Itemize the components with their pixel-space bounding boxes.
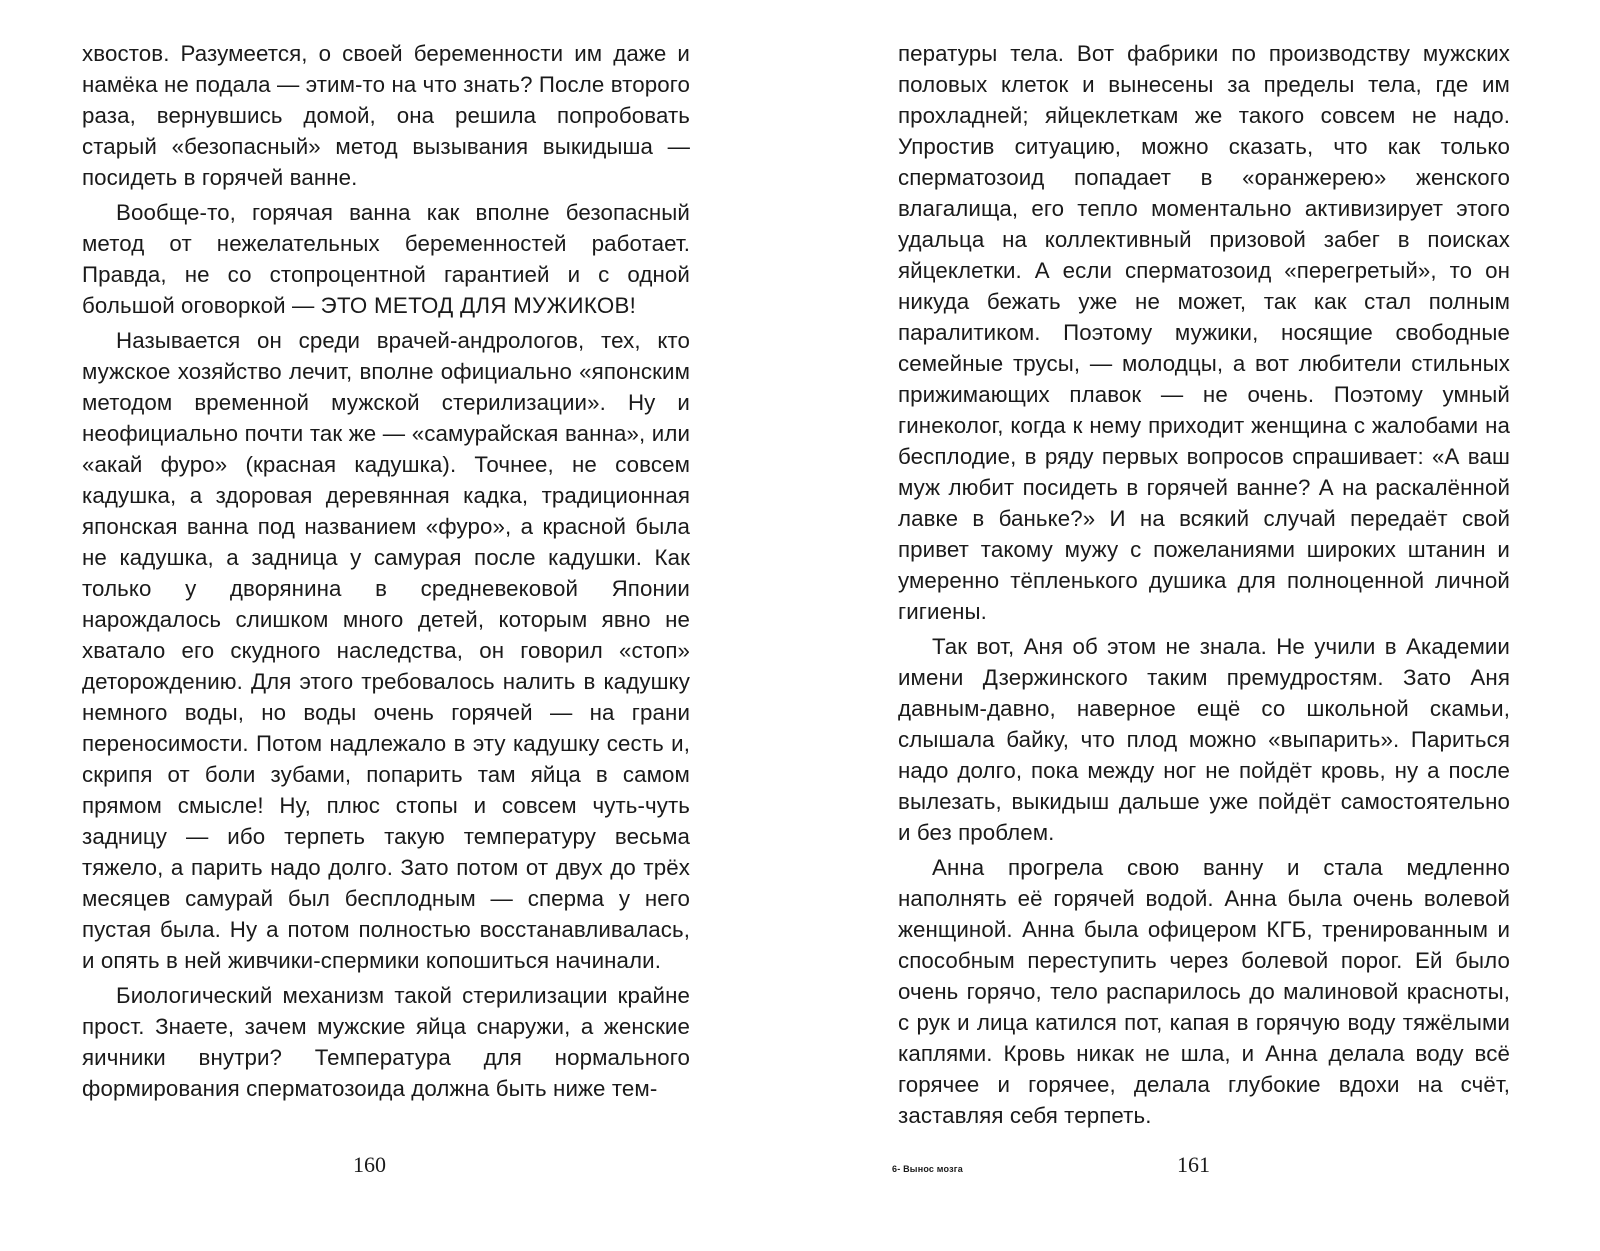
page-number-left: 160 [353,1152,386,1177]
paragraph: Называется он среди врачей-андрологов, тех, кто мужское хозяйство лечит, вполне официально «японским методом временной мужской стерилизации». Ну и неофициально почти так же — «самурайская ванна», или «акай фуро» (красная кадушка). Точнее, не совсем кадушка, а здоровая деревянная кадка, традиционная японская ванна под названием «фуро», а красной была не кадушка, а задница у самурая после кадушки. Как только у дворянина в средневековой Японии нарождалось слишком много детей, которым явно не хватало его скудного наследства, он говорил «стоп» деторождению. Для этого требовалось налить в кадушку немного воды, но воды очень горячей — на грани переносимости. Потом надлежало в эту кадушку сесть и, скрипя от боли зубами, попарить там яйца в самом прямом смысле! Ну, плюс стопы и совсем чуть-чуть задницу — ибо терпеть такую температуру весьма тяжело, а парить надо долго. Зато потом от двух до трёх месяцев самурай был бесплодным — сперма у него пустая была. Ну а потом полностью восстанавливалась, и опять в ней живчики-спермики копошиться начинали. [82,328,690,973]
paragraph: пературы тела. Вот фабрики по производству мужских половых клеток и вынесены за пределы тела, где им прохладней; яйцеклеткам же такого совсем не надо. Упростив ситуацию, можно сказать, что как только сперматозоид попадает в «оранжерею» женского влагалища, его тепло моментально активизирует этого удальца на коллективный призовой забег в поисках яйцеклетки. А если сперматозоид «перегретый», то он никуда бежать уже не может, так как стал полным паралитиком. Поэтому мужики, носящие свободные семейные трусы, — молодцы, а вот любители стильных прижимающих плавок — не очень. Поэтому умный гинеколог, когда к нему приходит женщина с жалобами на бесплодие, в ряду первых вопросов спрашивает: «А ваш муж любит посидеть в горячей ванне? А на раскалённой лавке в баньке?» И на всякий случай передаёт свой привет такому мужу с пожеланиями широких штанин и умеренно тёпленького душика для полноценной личной гигиены. [898,41,1510,624]
paragraph: хвостов. Разумеется, о своей беременности им даже и намёка не подала — этим-то на что знать? После второго раза, вернувшись домой, она решила попробовать старый «безопасный» метод вызывания выкидыша — посидеть в горячей ванне. [82,41,690,190]
paragraph: Биологический механизм такой стерилизации крайне прост. Знаете, зачем мужские яйца снаружи, а женские яичники внутри? Температура для нормального формирования сперматозоида должна быть ниже тем- [82,983,690,1101]
emphasis-text: ЭТО МЕТОД ДЛЯ МУЖИКОВ! [320,293,637,318]
paragraph-text: Вообще-то, горячая ванна как вполне безопасный метод от нежелательных беременностей работает. Правда, не со стопроцентной гарантией и с одной большой оговоркой — [82,200,690,318]
paragraph [82,197,690,321]
page-number-right: 161 [1177,1152,1210,1177]
paragraph: Так вот, Аня об этом не знала. Не учили в Академии имени Дзержинского таким премудростям. Зато Аня давным-давно, наверное ещё со школьной скамьи, слышала байку, что плод можно «выпарить». Париться надо долго, пока между ног не пойдёт кровь, ну а после вылезать, выкидыш дальше уже пойдёт самостоятельно и без проблем. [898,634,1510,845]
right-page [898,38,1510,1131]
paragraph: Анна прогрела свою ванну и стала медленно наполнять её горячей водой. Анна была очень волевой женщиной. Анна была офицером КГБ, тренированным и способным переступить через болевой порог. Ей было очень горячо, тело распарилось до малиновой красноты, с рук и лица катился пот, капая в горячую воду тяжёлыми каплями. Кровь никак не шла, и Анна делала воду всё горячее и горячее, делала глубокие вдохи на счёт, заставляя себя терпеть. [898,855,1510,1128]
left-page [82,38,690,1104]
signature-mark: 6- Вынос мозга [892,1164,963,1174]
